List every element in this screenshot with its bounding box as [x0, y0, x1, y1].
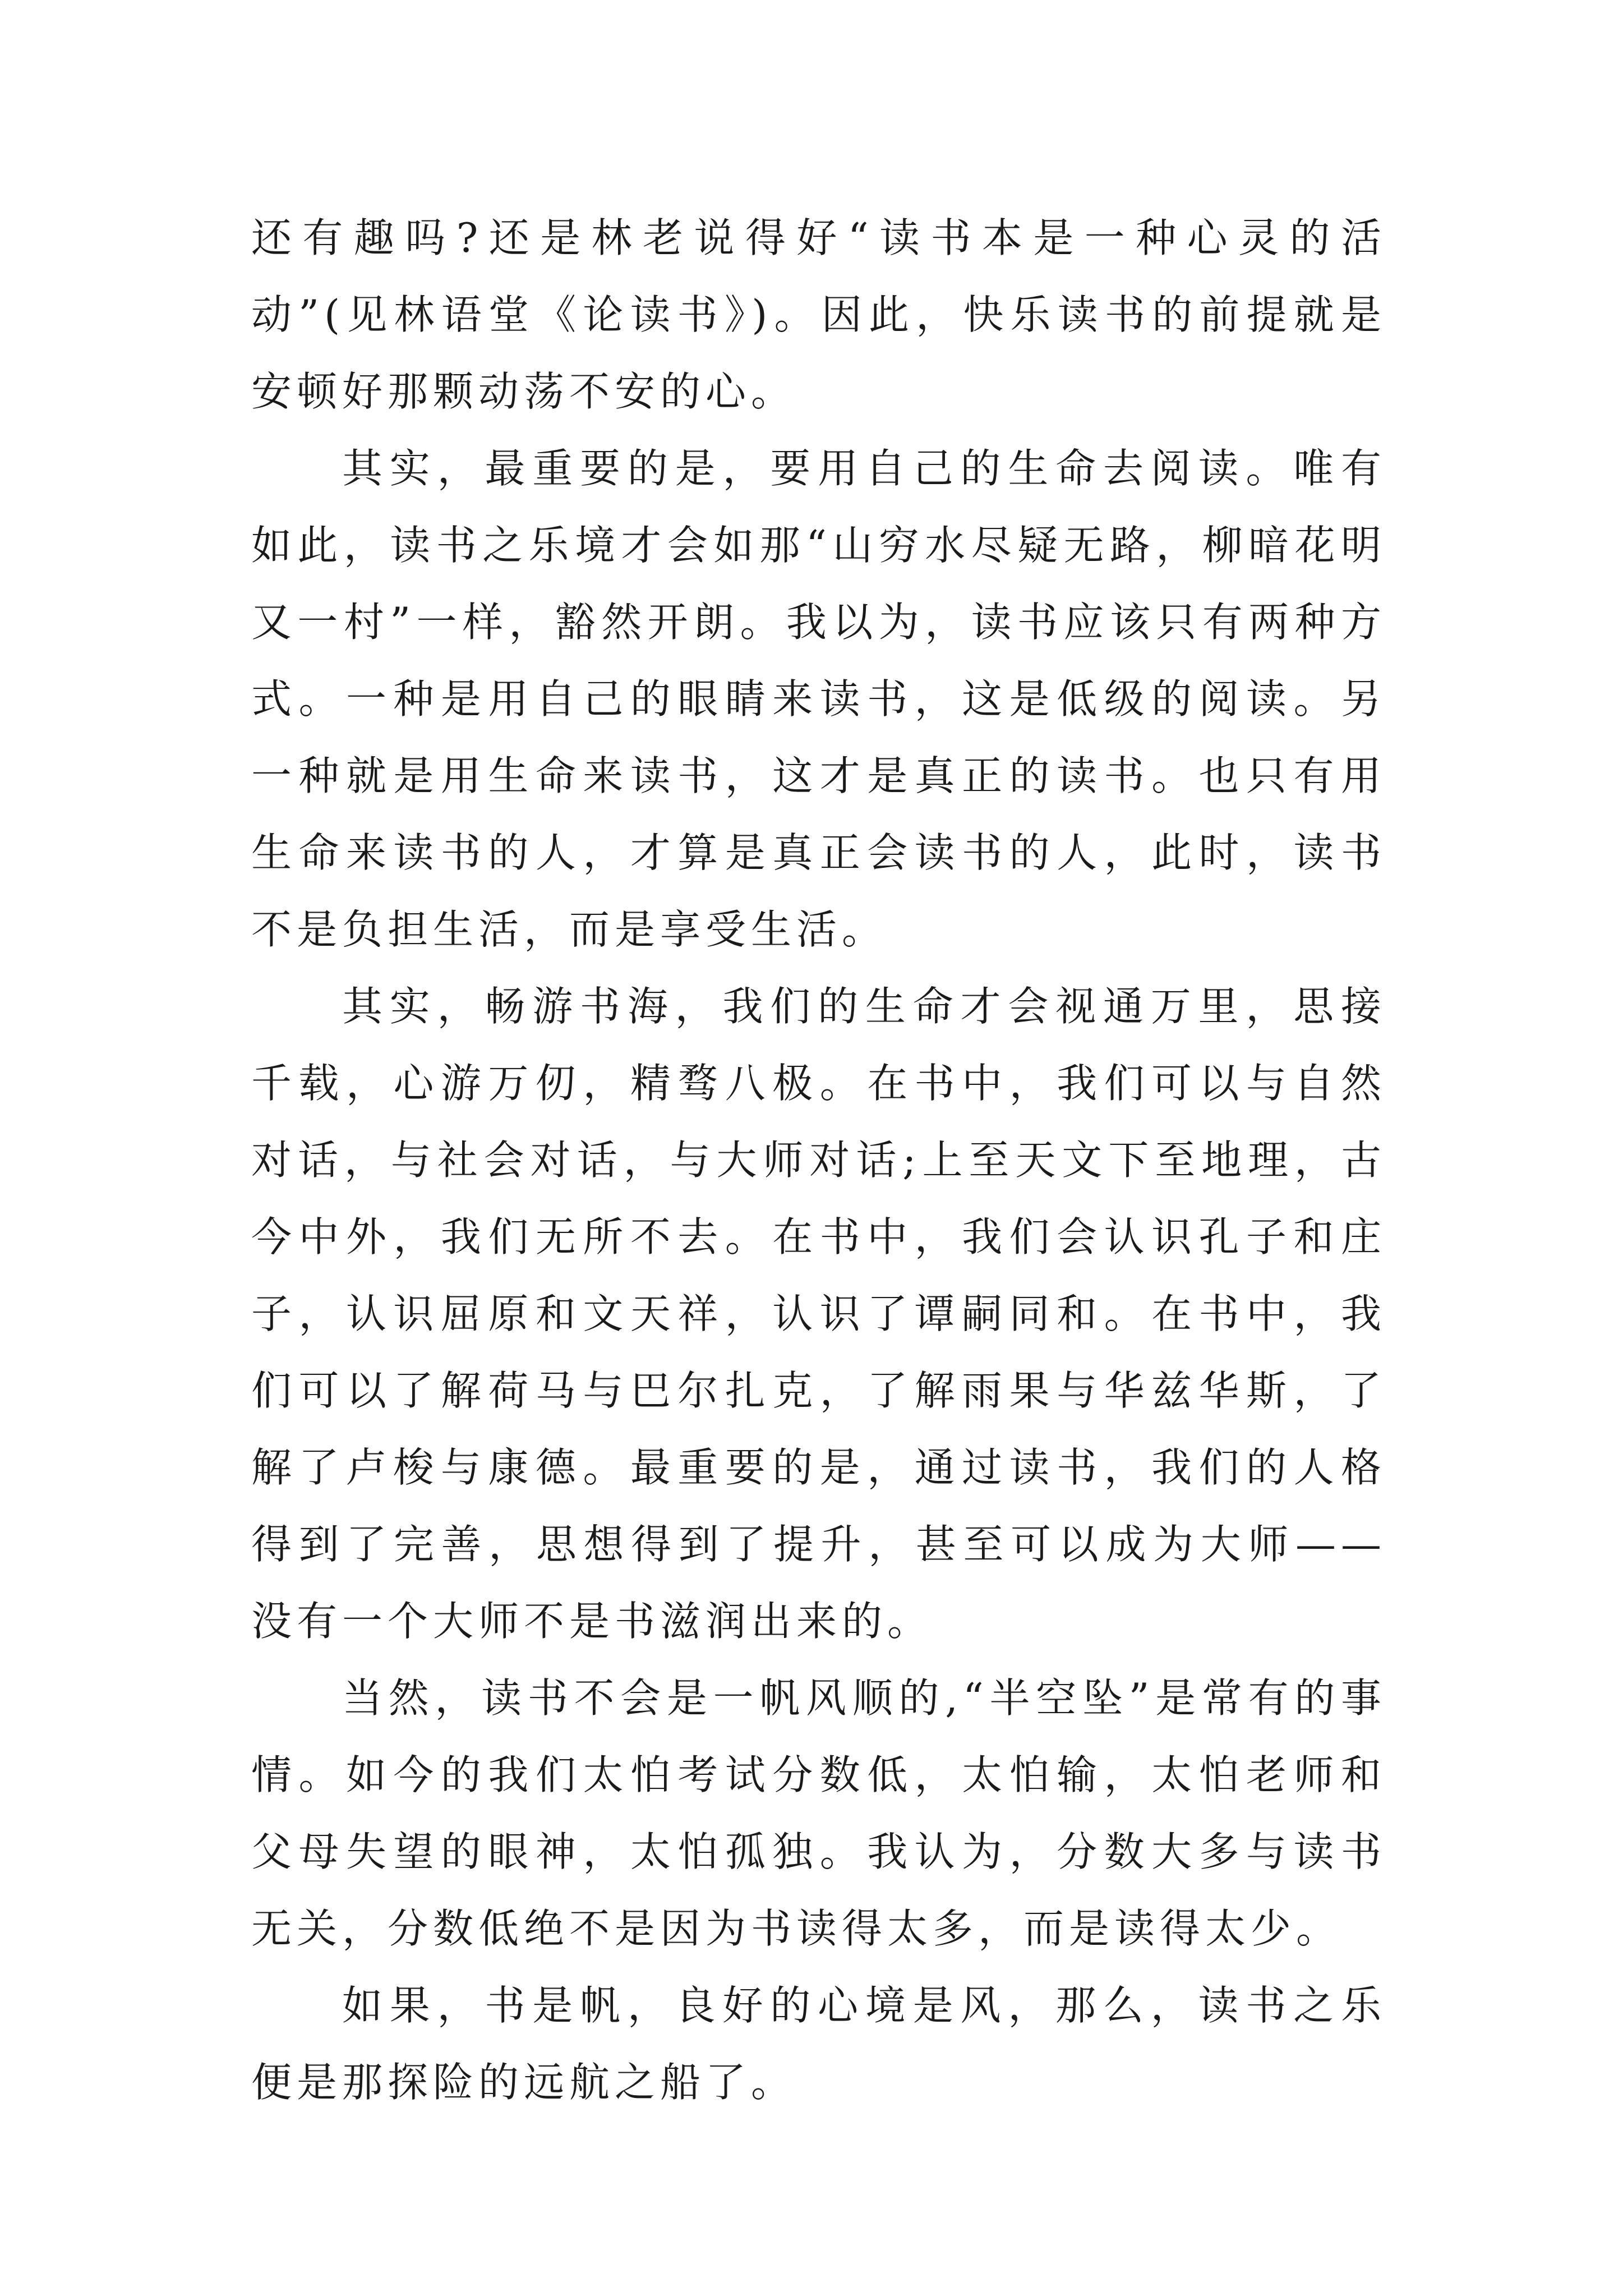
paragraph-1: 还有趣吗?还是林老说得好“读书本是一种心灵的活动”(见林语堂《论读书》)。因此，快乐读书的前提就是安顿好那颗动荡不安的心。 — [251, 214, 1386, 415]
paragraph-4: 当然，读书不会是一帆风顺的,“半空坠”是常有的事情。如今的我们太怕考试分数低，太怕输，太怕老师和父母失望的眼神，太怕孤独。我认为，分数大多与读书无关，分数低绝不是因为书读得太多，而是读得太少。 — [251, 1674, 1386, 1952]
essay-body — [251, 200, 1386, 2121]
paragraph-3: 其实，畅游书海，我们的生命才会视通万里，思接千载，心游万仞，精骛八极。在书中，我们可以与自然对话，与社会对话，与大师对话;上至天文下至地理，古今中外，我们无所不去。在书中，我们会认识孔子和庄子，认识屈原和文天祥，认识了谭嗣同和。在书中，我们可以了解荷马与巴尔扎克，了解雨果与华兹华斯，了解了卢梭与康德。最重要的是，通过读书，我们的人格得到了完善，思想得到了提升，甚至可以成为大师——没有一个大师不是书滋润出来的。 — [251, 983, 1386, 1645]
paragraph-2: 其实，最重要的是，要用自己的生命去阅读。唯有如此，读书之乐境才会如那“山穷水尽疑无路，柳暗花明又一村”一样，豁然开朗。我以为，读书应该只有两种方式。一种是用自己的眼睛来读书，这是低级的阅读。另一种就是用生命来读书，这才是真正的读书。也只有用生命来读书的人，才算是真正会读书的人，此时，读书不是负担生活，而是享受生活。 — [251, 445, 1386, 953]
paragraph-5: 如果，书是帆，良好的心境是风，那么，读书之乐便是那探险的远航之船了。 — [251, 1982, 1386, 2106]
